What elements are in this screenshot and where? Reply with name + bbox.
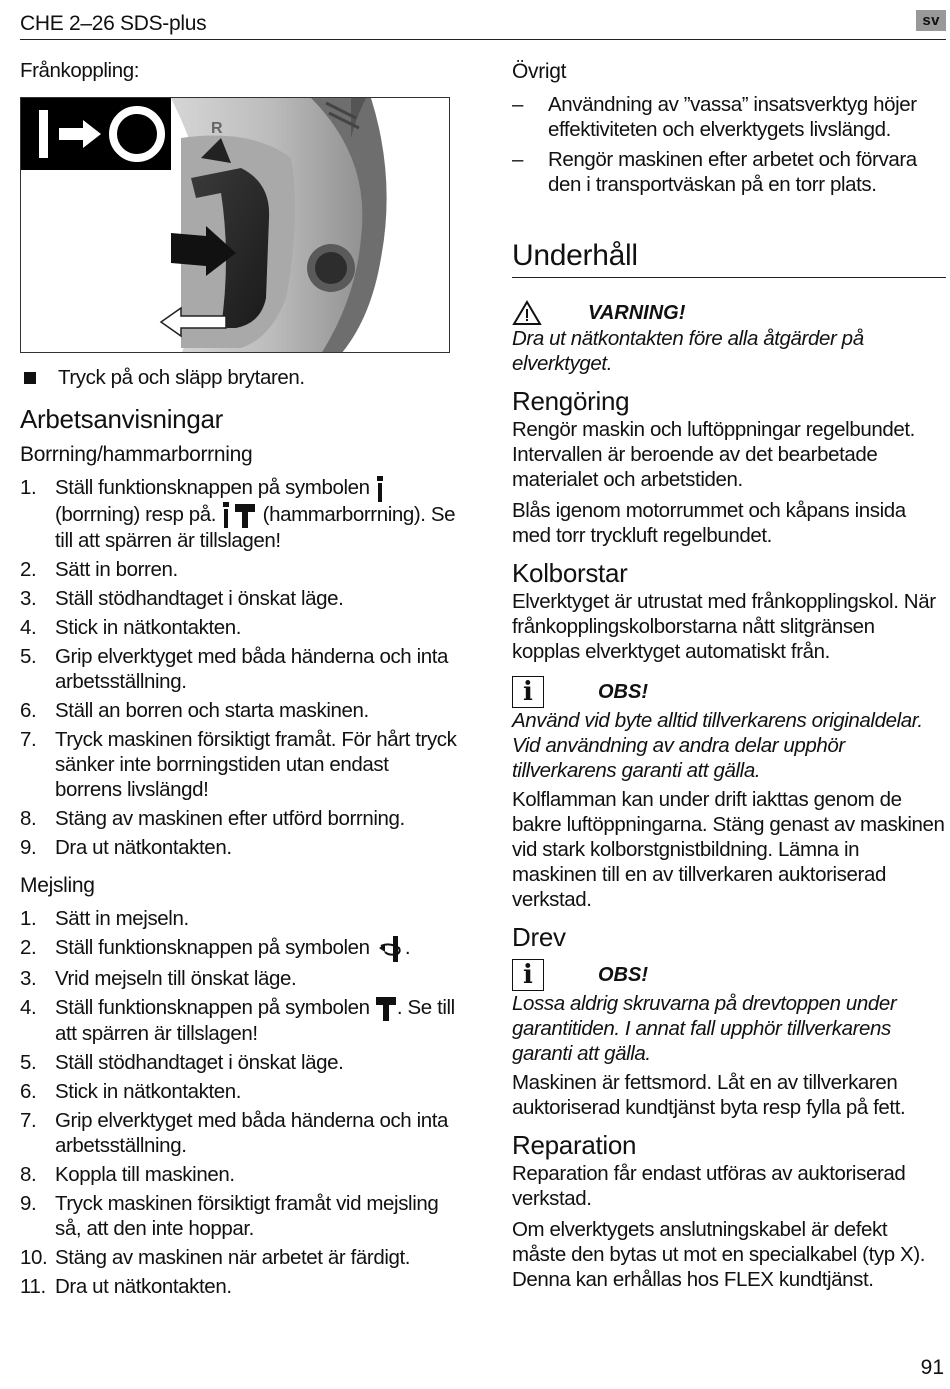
switch-off-illustration <box>20 97 450 353</box>
list-item <box>20 1191 460 1241</box>
step-number: 6. <box>20 1080 37 1104</box>
step-number: 5. <box>20 645 37 669</box>
step-text: Grip elverktyget med båda händerna och inta arbetsställning. <box>55 645 449 694</box>
step-text: Ställ stödhandtaget i önskat läge. <box>55 1051 344 1075</box>
step-text: Dra ut nätkontakten. <box>55 836 232 860</box>
list-item <box>20 727 460 802</box>
step-number: 8. <box>20 1163 37 1187</box>
page-header <box>20 8 946 40</box>
list-item <box>20 1108 460 1158</box>
step-text: Stäng av maskinen efter utförd borrning. <box>55 807 405 831</box>
step-text: Stäng av maskinen när arbetet är färdigt. <box>55 1246 411 1270</box>
list-item <box>20 475 460 553</box>
step-text: Ställ an borren och starta maskinen. <box>55 699 369 723</box>
info-icon: i <box>512 959 544 991</box>
dash-marker: – <box>512 148 524 171</box>
list-item <box>20 698 460 723</box>
list-item <box>20 806 460 831</box>
rotate-icon <box>375 936 405 962</box>
subsection-title-reparation: Reparation <box>512 1130 637 1160</box>
paragraph: Blås igenom motorrummet och kåpans insida med torr tryckluft regelbundet. <box>512 499 906 547</box>
bullet-square-icon <box>24 372 36 384</box>
svg-text:R: R <box>211 120 223 137</box>
step-text: Tryck maskinen försiktigt framåt. För hårt tryck sänker inte borrningstiden utan endast borrens livslängd! <box>55 728 457 802</box>
hammer-drill-icon <box>221 502 257 528</box>
list-item <box>20 835 460 860</box>
step-text-part: Ställ funktionsknappen på symbolen <box>55 476 375 499</box>
step-text: Vrid mejseln till önskat läge. <box>55 966 297 990</box>
step-text: Tryck maskinen försiktigt framåt vid mejsling så, att den inte hoppar. <box>55 1192 439 1241</box>
warning-header <box>512 300 946 326</box>
step-number: 3. <box>20 966 37 990</box>
list-item <box>512 147 946 197</box>
paragraph: Reparation får endast utföras av auktoriserad verkstad. <box>512 1162 906 1210</box>
step-text <box>55 935 460 962</box>
subsection-title-kolborstar: Kolborstar <box>512 558 628 588</box>
power-tool-switch-image <box>21 98 450 353</box>
step-number: 2. <box>20 558 37 582</box>
language-badge: sv <box>916 10 946 31</box>
step-number: 9. <box>20 836 37 860</box>
list-item <box>20 995 460 1047</box>
list-item <box>20 966 460 991</box>
list-item <box>20 906 460 931</box>
step-text <box>55 475 460 553</box>
step-number: 11. <box>20 1275 46 1299</box>
list-item <box>20 557 460 582</box>
warning-text: Dra ut nätkontakten före alla åtgärder på elverktyget. <box>512 327 864 375</box>
page-number: 91 <box>920 1356 944 1379</box>
step-text: Sätt in mejseln. <box>55 907 189 931</box>
list-item <box>20 1079 460 1104</box>
warning-triangle-icon <box>512 300 542 326</box>
step-text: Ställ stödhandtaget i önskat läge. <box>55 587 344 611</box>
step-text-part: (hammarborrning). Se till att spärren är tillslagen! <box>55 502 456 553</box>
step-text: Stick in nätkontakten. <box>55 1080 242 1104</box>
list-item <box>20 1162 460 1187</box>
drilling-steps <box>20 475 460 860</box>
step-number: 7. <box>20 728 37 752</box>
document-title: CHE 2–26 SDS-plus <box>20 12 207 35</box>
step-number: 2. <box>20 936 37 960</box>
list-item-text: Användning av ”vassa” insatsverktyg höjer effektiviteten och elverktygets livslängd. <box>548 93 917 141</box>
notice-text: Lossa aldrig skruvarna på drevtoppen under garantitiden. I annat fall upphör tillverkarens garanti att gälla. <box>512 992 897 1065</box>
step-number: 10. <box>20 1246 48 1270</box>
notice-label: OBS! <box>598 963 648 986</box>
list-item <box>20 615 460 640</box>
list-item <box>20 1274 460 1299</box>
list-item <box>20 586 460 611</box>
step-text-part: . <box>404 936 411 960</box>
step-number: 5. <box>20 1051 37 1075</box>
step-text: Koppla till maskinen. <box>55 1163 235 1187</box>
right-column <box>512 60 946 1292</box>
step-text: Dra ut nätkontakten. <box>55 1275 232 1299</box>
step-text-part: . Se till att spärren är tillslagen! <box>55 995 455 1046</box>
paragraph: Om elverktygets anslutningskabel är defekt måste den bytas ut mot en specialkabel (typ X). Denna kan erhållas hos FLEX kundtjänst. <box>512 1218 926 1291</box>
subsection-title-ovrigt: Övrigt <box>512 60 567 83</box>
info-icon: i <box>512 676 544 708</box>
chiseling-steps <box>20 906 460 1299</box>
step-text: Stick in nätkontakten. <box>55 616 242 640</box>
switch-off-label: Frånkoppling: <box>20 59 140 82</box>
list-item <box>20 644 460 694</box>
step-number: 9. <box>20 1192 37 1216</box>
step-number: 1. <box>20 476 37 499</box>
paragraph: Rengör maskin och luftöppningar regelbundet. Intervallen är beroende av det bearbetade materialet och arbetstiden. <box>512 418 915 491</box>
subsection-title-chiseling: Mejsling <box>20 874 95 898</box>
bullet-item <box>20 365 460 390</box>
warning-label: VARNING! <box>588 301 686 324</box>
list-item <box>20 935 460 962</box>
step-number: 3. <box>20 587 37 611</box>
paragraph: Elverktyget är utrustat med frånkopplingskol. När frånkopplingskolborstarna nått slitgränsen kopplas elverktyget automatiskt från. <box>512 590 936 663</box>
notice-label: OBS! <box>598 680 648 703</box>
step-text-part: Ställ funktionsknappen på symbolen <box>55 936 375 960</box>
subsection-title-drilling: Borrning/hammarborrning <box>20 443 253 466</box>
bullet-text: Tryck på och släpp brytaren. <box>58 366 305 389</box>
left-column <box>20 58 460 1303</box>
notice-header <box>512 959 946 991</box>
subsection-title-rengoring: Rengöring <box>512 386 630 416</box>
step-text: Sätt in borren. <box>55 558 178 582</box>
step-number: 4. <box>20 616 37 640</box>
paragraph: Maskinen är fettsmord. Låt en av tillverkaren auktoriserad kundtjänst byta resp fylla på fett. <box>512 1071 906 1119</box>
notice-text: Använd vid byte alltid tillverkarens originaldelar. Vid användning av andra delar upphör tillverkarens garanti att gälla. <box>512 709 923 782</box>
list-item <box>512 92 946 142</box>
step-text: Grip elverktyget med båda händerna och inta arbetsställning. <box>55 1109 449 1158</box>
step-number: 7. <box>20 1109 37 1133</box>
step-number: 4. <box>20 995 37 1019</box>
drill-icon <box>375 476 385 502</box>
notice-header <box>512 676 946 708</box>
list-item <box>20 1050 460 1075</box>
step-number: 6. <box>20 699 37 723</box>
list-item <box>20 1245 460 1270</box>
paragraph: Kolflamman kan under drift iakttas genom de bakre luftöppningarna. Stäng genast av maskinen vid stark kolborstgnistbildning. Lämna in maskinen till en av tillverkaren auktoriserad verkstad. <box>512 788 945 911</box>
section-title-arbetsanvisningar: Arbetsanvisningar <box>20 404 224 434</box>
list-item-text: Rengör maskinen efter arbetet och förvara den i transportväskan på en torr plats. <box>548 148 917 196</box>
step-number: 8. <box>20 807 37 831</box>
step-text <box>55 995 460 1047</box>
step-number: 1. <box>20 907 37 931</box>
dash-marker: – <box>512 93 524 116</box>
subsection-title-drev: Drev <box>512 922 566 952</box>
step-text-part: Ställ funktionsknappen på symbolen <box>55 995 375 1019</box>
ovrigt-list <box>512 92 946 197</box>
chisel-icon <box>375 995 397 1021</box>
section-title-underhall: Underhåll <box>512 239 946 278</box>
step-text-part: (borrning) resp på. <box>55 502 222 526</box>
